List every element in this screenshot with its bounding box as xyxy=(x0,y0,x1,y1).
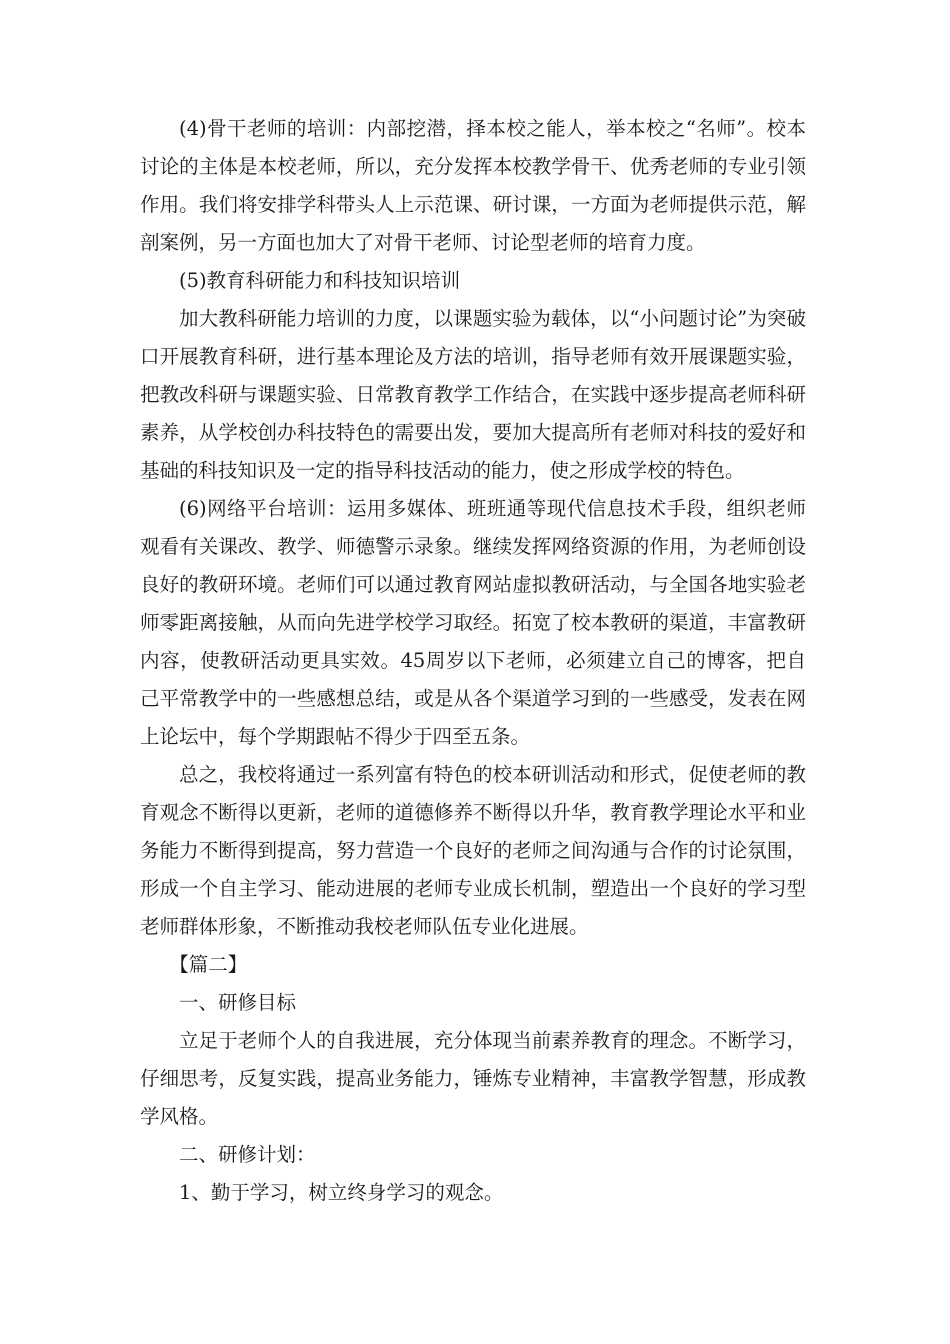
paragraph-network-training: (6)网络平台培训：运用多媒体、班班通等现代信息技术手段，组织老师观看有关课改、教学、师德警示录象。继续发挥网络资源的作用，为老师创设良好的教研环境。老师们可以通过教育网站虚拟教研活动，与全国各地实验老师零距离接触，从而向先进学校学习取经。拓宽了校本教研的渠道，丰富教研内容，使教研活动更具实效。45周岁以下老师，必须建立自己的博客，把自己平常教学中的一些感想总结，或是从各个渠道学习到的一些感受，发表在网上论坛中，每个学期跟帖不得少于四至五条。 xyxy=(140,497,806,748)
document-page xyxy=(140,110,806,1212)
section-marker-part-two: 【篇二】 xyxy=(169,953,248,976)
paragraph-backbone-teacher-training: (4)骨干老师的培训：内部挖潜，择本校之能人，举本校之“名师”。校本讨论的主体是本校老师，所以，充分发挥本校教学骨干、优秀老师的专业引领作用。我们将安排学科带头人上示范课、研讨课，一方面为老师提供示范，解剖案例，另一方面也加大了对骨干老师、讨论型老师的培育力度。 xyxy=(140,117,806,254)
paragraph-summary: 总之，我校将通过一系列富有特色的校本研训活动和形式，促使老师的教育观念不断得以更新，老师的道德修养不断得以升华，教育教学理论水平和业务能力不断得到提高，努力营造一个良好的老师之间沟通与合作的讨论氛围，形成一个自主学习、能动进展的老师专业成长机制，塑造出一个良好的学习型老师群体形象，不断推动我校老师队伍专业化进展。 xyxy=(140,763,806,938)
paragraph-research-training: 加大教科研能力培训的力度，以课题实验为载体，以“小问题讨论”为突破口开展教育科研，进行基本理论及方法的培训，指导老师有效开展课题实验，把教改科研与课题实验、日常教育教学工作结合，在实践中逐步提高老师科研素养，从学校创办科技特色的需要出发，要加大提高所有老师对科技的爱好和基础的科技知识及一定的指导科技活动的能力，使之形成学校的特色。 xyxy=(140,307,806,482)
heading-plan-item-1: 1、勤于学习，树立终身学习的观念。 xyxy=(179,1181,504,1204)
heading-research-training: (5)教育科研能力和科技知识培训 xyxy=(179,269,461,292)
heading-study-plan: 二、研修计划： xyxy=(179,1143,316,1166)
paragraph-study-goals: 立足于老师个人的自我进展，充分体现当前素养教育的理念。不断学习，仔细思考，反复实践，提高业务能力，锤炼专业精神，丰富教学智慧，形成教学风格。 xyxy=(140,1029,806,1128)
heading-study-goals: 一、研修目标 xyxy=(179,991,297,1014)
